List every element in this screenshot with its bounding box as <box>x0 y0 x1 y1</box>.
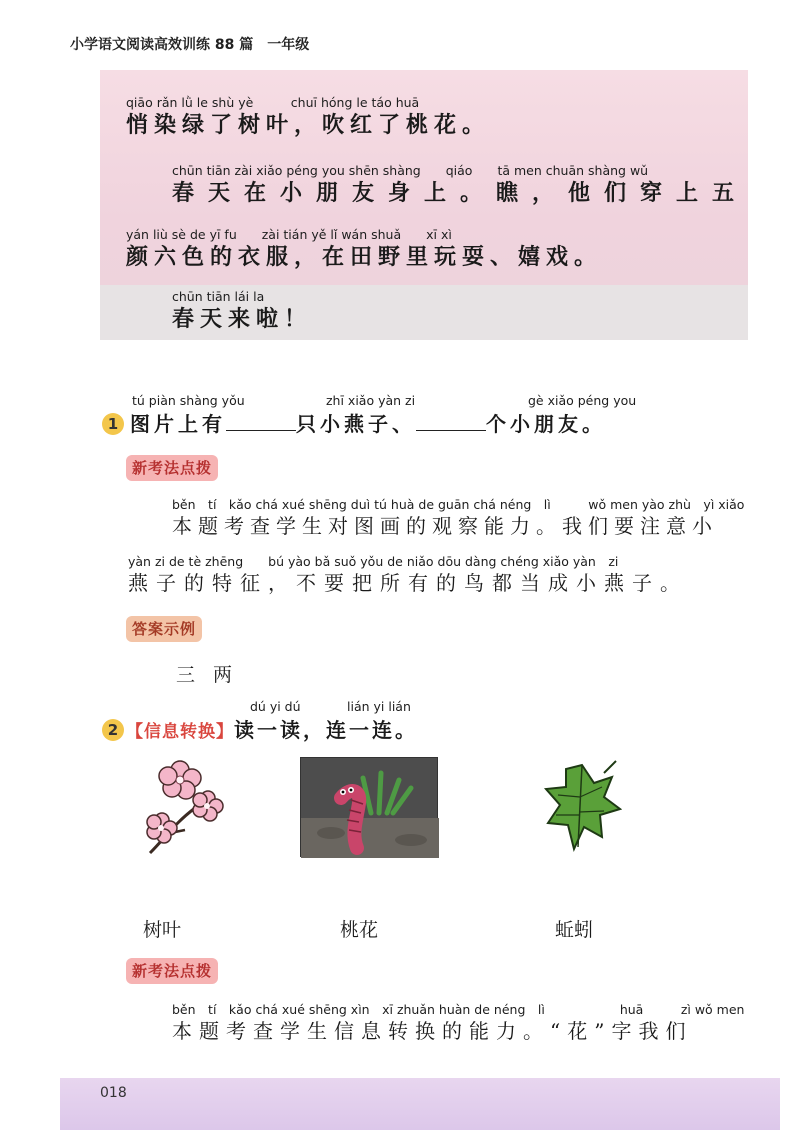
q2-tip-line-1 <box>172 1003 744 1045</box>
hanzi: 春天在小朋友身上。瞧，他们穿上五 <box>172 180 749 206</box>
question-type-label: 【信息转换】 <box>126 722 234 742</box>
pinyin: běn tí kǎo chá xué shēng duì tú huà de guān chá néng lì wǒ men yào zhù yì xiǎo <box>172 497 745 512</box>
pinyin: qiāo rǎn lǜ le shù yè chuī hóng le táo huā <box>126 95 420 110</box>
earthworm-image[interactable] <box>300 757 438 857</box>
q1-tip-line-1 <box>172 498 744 540</box>
answer-blank-2[interactable] <box>416 413 486 431</box>
question-number-1: 1 <box>102 413 124 435</box>
q1-text-a: 图片上有 <box>130 412 226 436</box>
pinyin: yán liù sè de yī fu zài tián yě lǐ wán shuǎ xī xì <box>126 227 452 242</box>
leaf-image[interactable] <box>542 757 622 857</box>
match-word-shuye[interactable]: 树叶 <box>143 919 182 941</box>
passage-line-1 <box>126 96 490 140</box>
passage-line-4 <box>172 290 312 334</box>
pinyin: chūn tiān lái la <box>172 289 265 304</box>
q2-pinyin-a: dú yi dú <box>250 699 301 714</box>
answer-example: 三两 <box>176 664 251 686</box>
answer-tag: 答案示例 <box>126 616 202 642</box>
hanzi: 本题考查学生对图画的观察能力。我们要注意小 <box>172 514 718 538</box>
hanzi: 本题考查学生信息转换的能力。“花”字我们 <box>172 1019 693 1043</box>
tip-tag-1: 新考法点拨 <box>126 455 218 481</box>
hanzi: 燕子的特征，不要把所有的鸟都当成小燕子。 <box>128 571 688 595</box>
tip-tag-2: 新考法点拨 <box>126 958 218 984</box>
pinyin: yàn zi de tè zhēng bú yào bǎ suǒ yǒu de niǎo dōu dàng chéng xiǎo yàn zi <box>128 554 619 569</box>
question-number-2: 2 <box>102 719 124 741</box>
pinyin: chūn tiān zài xiǎo péng you shēn shàng qiáo tā men chuān shàng wǔ <box>172 163 649 178</box>
q1-pinyin-a: tú piàn shàng yǒu <box>132 393 245 408</box>
question-1-text <box>130 408 606 437</box>
footer-band <box>60 1078 780 1130</box>
hanzi: 颜六色的衣服，在田野里玩耍、嬉戏。 <box>126 244 603 270</box>
passage-line-2 <box>172 164 748 208</box>
q2-pinyin-b: lián yi lián <box>347 699 411 714</box>
question-2-text <box>126 714 418 743</box>
hanzi: 悄染绿了树叶，吹红了桃花。 <box>126 112 491 138</box>
answer-blank-1[interactable] <box>226 413 296 431</box>
match-word-qiuyin[interactable]: 蚯蚓 <box>555 919 594 941</box>
q2-instruction: 读一读，连一连。 <box>234 718 418 742</box>
passage-line-3 <box>126 228 602 272</box>
book-title: 小学语文阅读高效训练 88 篇 一年级 <box>70 37 310 53</box>
page-number: 018 <box>100 1085 127 1101</box>
q1-pinyin-b: zhī xiǎo yàn zi <box>326 393 416 408</box>
q1-text-c: 个小朋友。 <box>486 412 606 436</box>
q1-text-b: 只小燕子、 <box>296 412 416 436</box>
pinyin: běn tí kǎo chá xué shēng xìn xī zhuǎn huàn de néng lì huā zì wǒ men <box>172 1002 745 1017</box>
q1-tip-line-2 <box>128 555 688 597</box>
match-word-taohua[interactable]: 桃花 <box>340 919 379 941</box>
hanzi: 春天来啦！ <box>172 306 313 332</box>
q1-pinyin-c: gè xiǎo péng you <box>528 393 637 408</box>
peach-blossom-image[interactable] <box>140 758 230 858</box>
